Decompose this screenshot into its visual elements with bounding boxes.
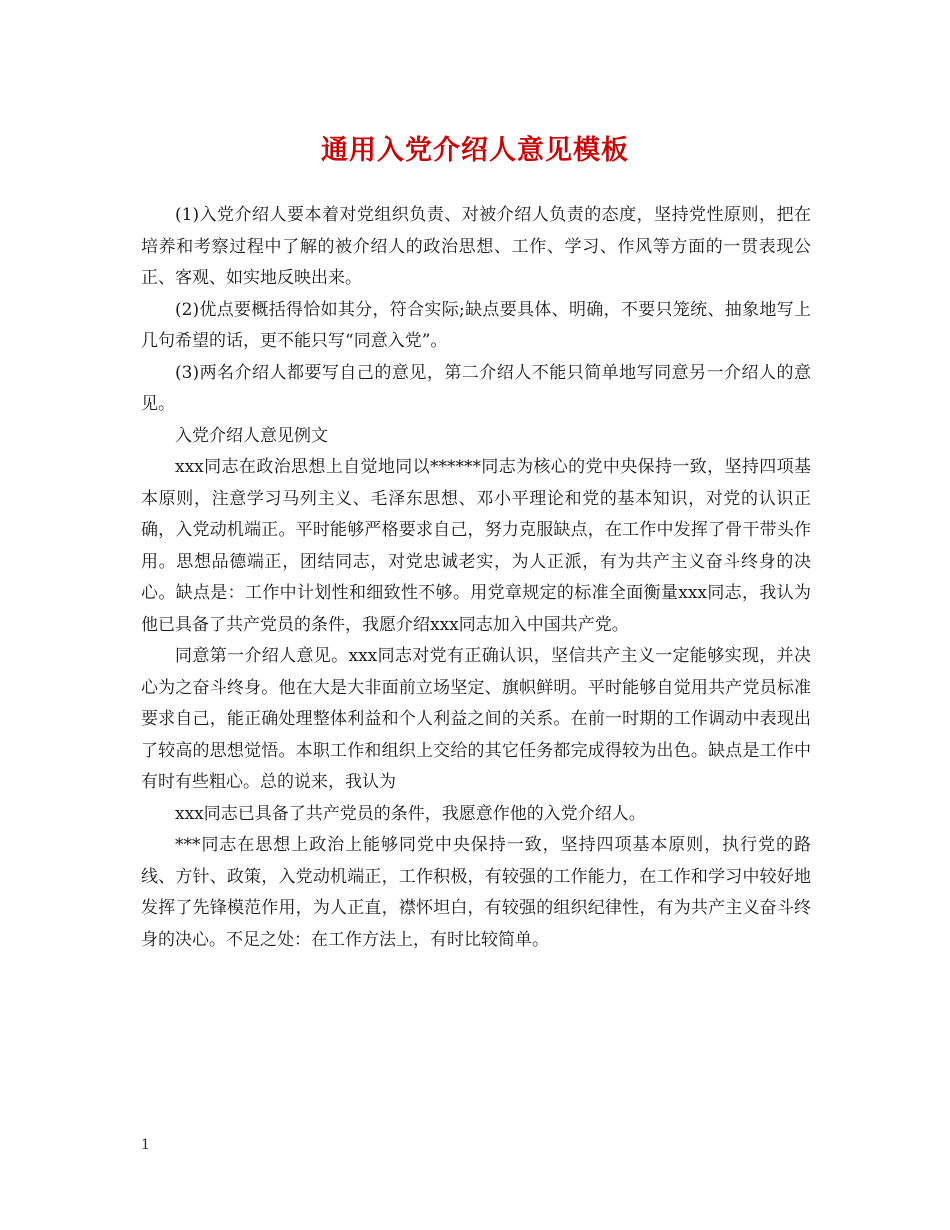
paragraph-example-2: 同意第一介绍人意见。xxx同志对党有正确认识，坚信共产主义一定能够实现，并决心为之奋斗终身。他在大是大非面前立场坚定、旗帜鲜明。平时能够自觉用共产党员标准要求自己，能正确处理整体利益和个人利益之间的关系。在前一时期的工作调动中表现出了较高的思想觉悟。本职工作和组织上交给的其它任务都完成得较为出色。缺点是工作中有时有些粗心。总的说来，我认为 (141, 646, 811, 792)
paragraph-example-1: xxx同志在政治思想上自觉地同以******同志为核心的党中央保持一致，坚持四项基本原则，注意学习马列主义、毛泽东思想、邓小平理论和党的基本知识，对党的认识正确，入党动机端正。平时能够严格要求自己，努力克服缺点，在工作中发挥了骨干带头作用。思想品德端正，团结同志，对党忠诚老实，为人正派，有为共产主义奋斗终身的决心。缺点是：工作中计划性和细致性不够。用党章规定的标准全面衡量xxx同志，我认为他已具备了共产党员的条件，我愿介绍xxx同志加入中国共产党。 (141, 457, 811, 635)
document-title: 通用入党介绍人意见模板 (321, 135, 629, 166)
document-body (141, 200, 811, 956)
paragraph-guideline-2: (2)优点要概括得恰如其分，符合实际;缺点要具体、明确，不要只笼统、抽象地写上几句希望的话，更不能只写“同意入党”。 (141, 299, 811, 351)
paragraph-guideline-1: (1)入党介绍人要本着对党组织负责、对被介绍人负责的态度，坚持党性原则，把在培养和考察过程中了解的被介绍人的政治思想、工作、学习、作风等方面的一贯表现公正、客观、如实地反映出来。 (141, 205, 811, 288)
paragraph-guideline-3: (3)两名介绍人都要写自己的意见，第二介绍人不能只简单地写同意另一介绍人的意见。 (141, 362, 811, 414)
paragraph-example-3: ***同志在思想上政治上能够同党中央保持一致，坚持四项基本原则，执行党的路线、方针、政策，入党动机端正，工作积极，有较强的工作能力，在工作和学习中较好地发挥了先锋模范作用，为人正直，襟怀坦白，有较强的组织纪律性，有为共产主义奋斗终身的决心。不足之处：在工作方法上，有时比较简单。 (141, 835, 811, 950)
paragraph-example-2-cont: xxx同志已具备了共产党员的条件，我愿意作他的入党介绍人。 (175, 803, 646, 824)
page-number: 1 (141, 1137, 150, 1153)
example-heading: 入党介绍人意见例文 (175, 425, 328, 446)
